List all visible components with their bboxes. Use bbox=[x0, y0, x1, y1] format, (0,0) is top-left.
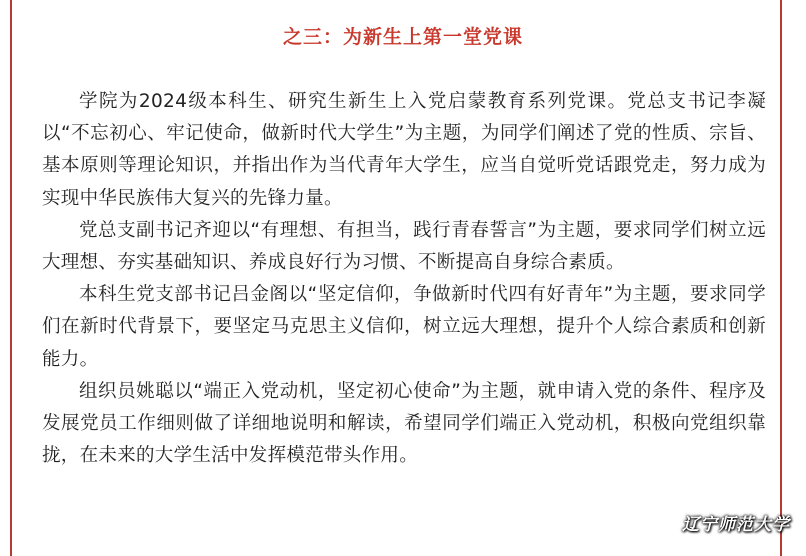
article-title: 之三：为新生上第一堂党课 bbox=[282, 26, 523, 48]
watermark-logo: 辽宁师范大学 bbox=[682, 515, 790, 535]
paragraph-1: 学院为2024级本科生、研究生新生上入党启蒙教育系列党课。党总支书记李凝以“不忘初心、牢记使命，做新时代大学生”为主题，为同学们阐述了党的性质、宗旨、基本原则等理论知识，并指出作为当代青年大学生，应当自觉听党话跟党走，努力成为实现中华民族伟大复兴的先锋力量。 bbox=[42, 91, 766, 209]
paragraph-4: 组织员姚聪以“端正入党动机，坚定初心使命”为主题，就申请入党的条件、程序及发展党员工作细则做了详细地说明和解读，希望同学们端正入党动机，积极向党组织靠拢，在未来的大学生活中发挥模范带头作用。 bbox=[42, 380, 766, 467]
paragraph-3: 本科生党支部书记吕金阁以“坚定信仰，争做新时代四有好青年”为主题，要求同学们在新时代背景下，要坚定马克思主义信仰，树立远大理想，提升个人综合素质和创新能力。 bbox=[42, 284, 766, 370]
paragraph-2: 党总支副书记齐迎以“有理想、有担当，践行青春誓言”为主题，要求同学们树立远大理想、夯实基础知识、养成良好行为习惯、不断提高自身综合素质。 bbox=[42, 219, 766, 274]
article-body bbox=[42, 86, 766, 472]
